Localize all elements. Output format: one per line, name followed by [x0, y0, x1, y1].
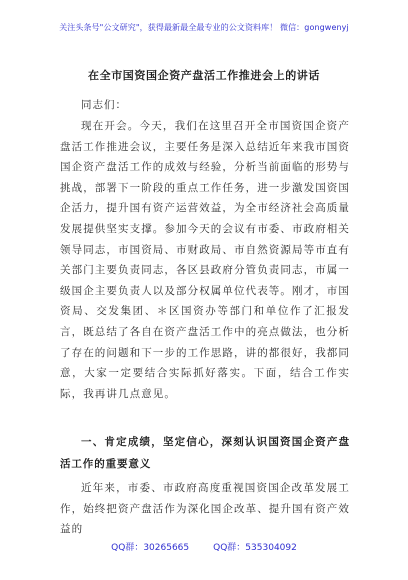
body-paragraph-1: 现在开会。今天，我们在这里召开全市国资国企资产盘活工作推进会议，主要任务是深入总结近年来我市国资国企资产盘活工作的成效与经验，分析当前面临的形势与挑战，部署下一阶段的重点工作任务，进一步激发国资国企活力，提升国有资产运营效益，为全市经济社会高质量发展提供坚实支撑。参加今天的会议有市委、市政府相关领导同志，市国资局、市财政局、市自然资源局等市直有关部门主要负责同志，各区县政府分管负责同志，市属一级国企主要负责人以及部分权属单位代表等。刚才，市国资局、交发集团、＊区国资办等部门和单位作了汇报发言，既总结了各自在资产盘活工作中的亮点做法，也分析了存在的问题和下一步的工作思路，讲的都很好，我都同意，大家一定要结合实际抓好落实。下面，结合工作实际，我再讲几点意见。	[60, 120, 350, 400]
footer-qq-group-2: QQ群：535304092	[213, 543, 297, 553]
body-paragraph-2: 近年来，市委、市政府高度重视国资国企改革发展工作，始终把资产盘活作为深化国企改革、提升国有资产效益的	[60, 482, 350, 536]
salutation: 同志们：	[81, 99, 127, 111]
footer-qq-group-1: QQ群：30265665	[111, 543, 190, 553]
section-heading-1: 一、肯定成绩，坚定信心，深刻认识国资国企资产盘活工作的重要意义	[60, 436, 350, 470]
header-promo-text: 关注头条号"公文研究"，获得最新最全最专业的公文资料库！ 微信：gongwenyj	[59, 23, 349, 32]
document-title: 在全市国资国企资产盘活工作推进会上的讲话	[88, 69, 320, 82]
footer-contact	[0, 540, 408, 553]
